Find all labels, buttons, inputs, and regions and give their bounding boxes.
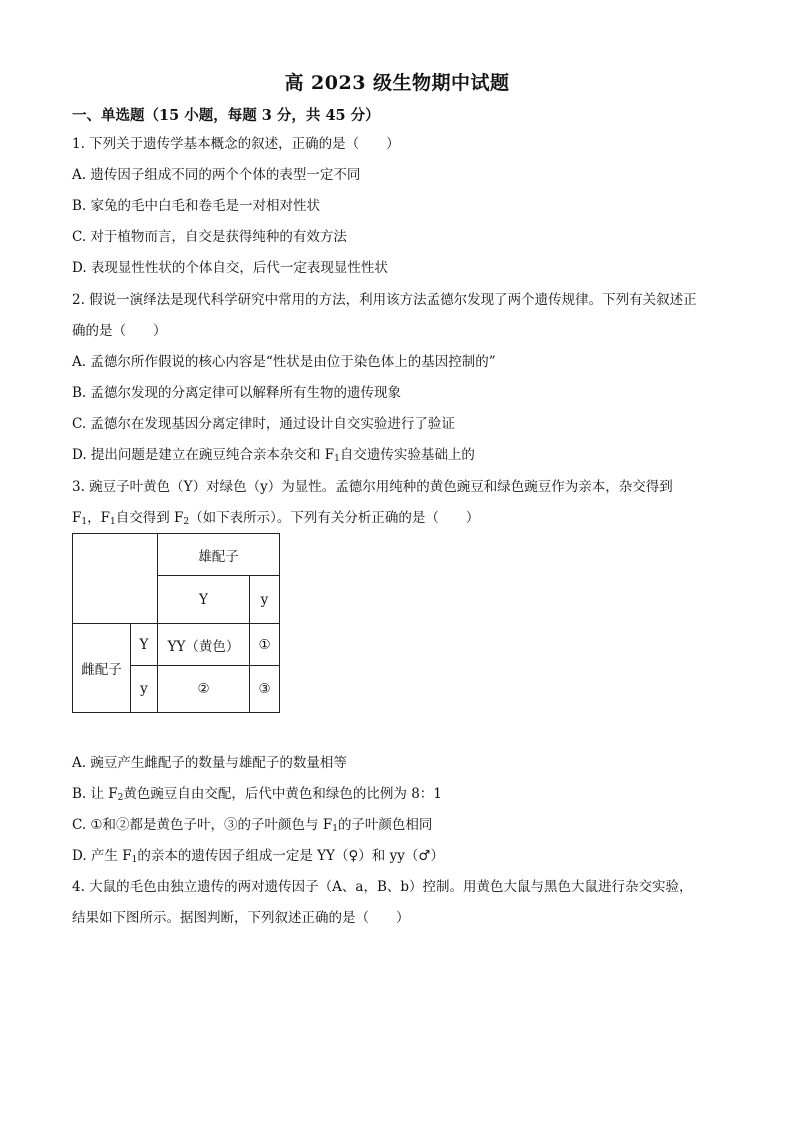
q2-stem-line1: 2. 假说一演绎法是现代科学研究中常用的方法，利用该方法孟德尔发现了两个遗传规律。下列有关叙述正: [72, 292, 697, 308]
female-gamete-header: 雌配子: [73, 624, 131, 713]
female-gamete-Y: Y: [131, 624, 158, 666]
male-gamete-header: 雄配子: [158, 534, 280, 576]
q3-stem-line2: $F_1$，$F_1$自交得到 $F_2$（如下表所示）。下列有关分析正确的是（ ）: [72, 510, 480, 527]
q3-stem-line1: 3. 豌豆子叶黄色（Y）对绿色（y）为显性。孟德尔用纯种的黄色豌豆和绿色豌豆作为亲本，杂交得到: [72, 479, 673, 495]
table-corner-cell: [73, 534, 158, 624]
male-gamete-Y: Y: [158, 576, 250, 624]
q3-option-d: D. 产生 $F_1$的亲本的遗传因子组成一定是 YY（♀）和 yy（♂）: [72, 848, 444, 865]
q2-stem-line2: 确的是（ ）: [72, 323, 167, 339]
q1-option-b: B. 家兔的毛中白毛和卷毛是一对相对性状: [72, 198, 321, 214]
cell-1: ①: [250, 624, 280, 666]
cell-2: ②: [158, 666, 250, 713]
q3-option-a: A. 豌豆产生雌配子的数量与雄配子的数量相等: [72, 755, 347, 771]
punnett-square-table: [72, 533, 280, 713]
q1-option-d: D. 表现显性性状的个体自交，后代一定表现显性性状: [72, 260, 388, 276]
page-title: 高 2023 级生物期中试题: [284, 72, 510, 94]
q1-stem: 1. 下列关于遗传学基本概念的叙述，正确的是（ ）: [72, 136, 400, 152]
q2-option-b: B. 孟德尔发现的分离定律可以解释所有生物的遗传现象: [72, 385, 402, 401]
male-gamete-y: y: [250, 576, 280, 624]
q2-option-d: D. 提出问题是建立在豌豆纯合亲本杂交和 $F_1$自交遗传实验基础上的: [72, 447, 475, 464]
q2-option-a: A. 孟德尔所作假说的核心内容是“性状是由位于染色体上的基因控制的”: [72, 354, 496, 370]
q2-option-c: C. 孟德尔在发现基因分离定律时，通过设计自交实验进行了验证: [72, 416, 455, 432]
cell-3: ③: [250, 666, 280, 713]
q3-option-b: B. 让 $F_2$黄色豌豆自由交配，后代中黄色和绿色的比例为 8：1: [72, 786, 442, 803]
q3-option-c: C. ①和②都是黄色子叶，③的子叶颜色与 $F_1$的子叶颜色相同: [72, 817, 433, 834]
q1-option-c: C. 对于植物而言，自交是获得纯种的有效方法: [72, 229, 347, 245]
cell-YY: YY（黄色）: [158, 624, 250, 666]
section-heading: 一、单选题（15 小题，每题 3 分，共 45 分）: [72, 107, 380, 124]
q4-stem-line1: 4. 大鼠的毛色由独立遗传的两对遗传因子（A、a，B、b）控制。用黄色大鼠与黑色大鼠进行杂交实验，: [72, 879, 693, 895]
q4-stem-line2: 结果如下图所示。据图判断，下列叙述正确的是（ ）: [72, 910, 410, 926]
female-gamete-y: y: [131, 666, 158, 713]
q1-option-a: A. 遗传因子组成不同的两个个体的表型一定不同: [72, 167, 361, 183]
